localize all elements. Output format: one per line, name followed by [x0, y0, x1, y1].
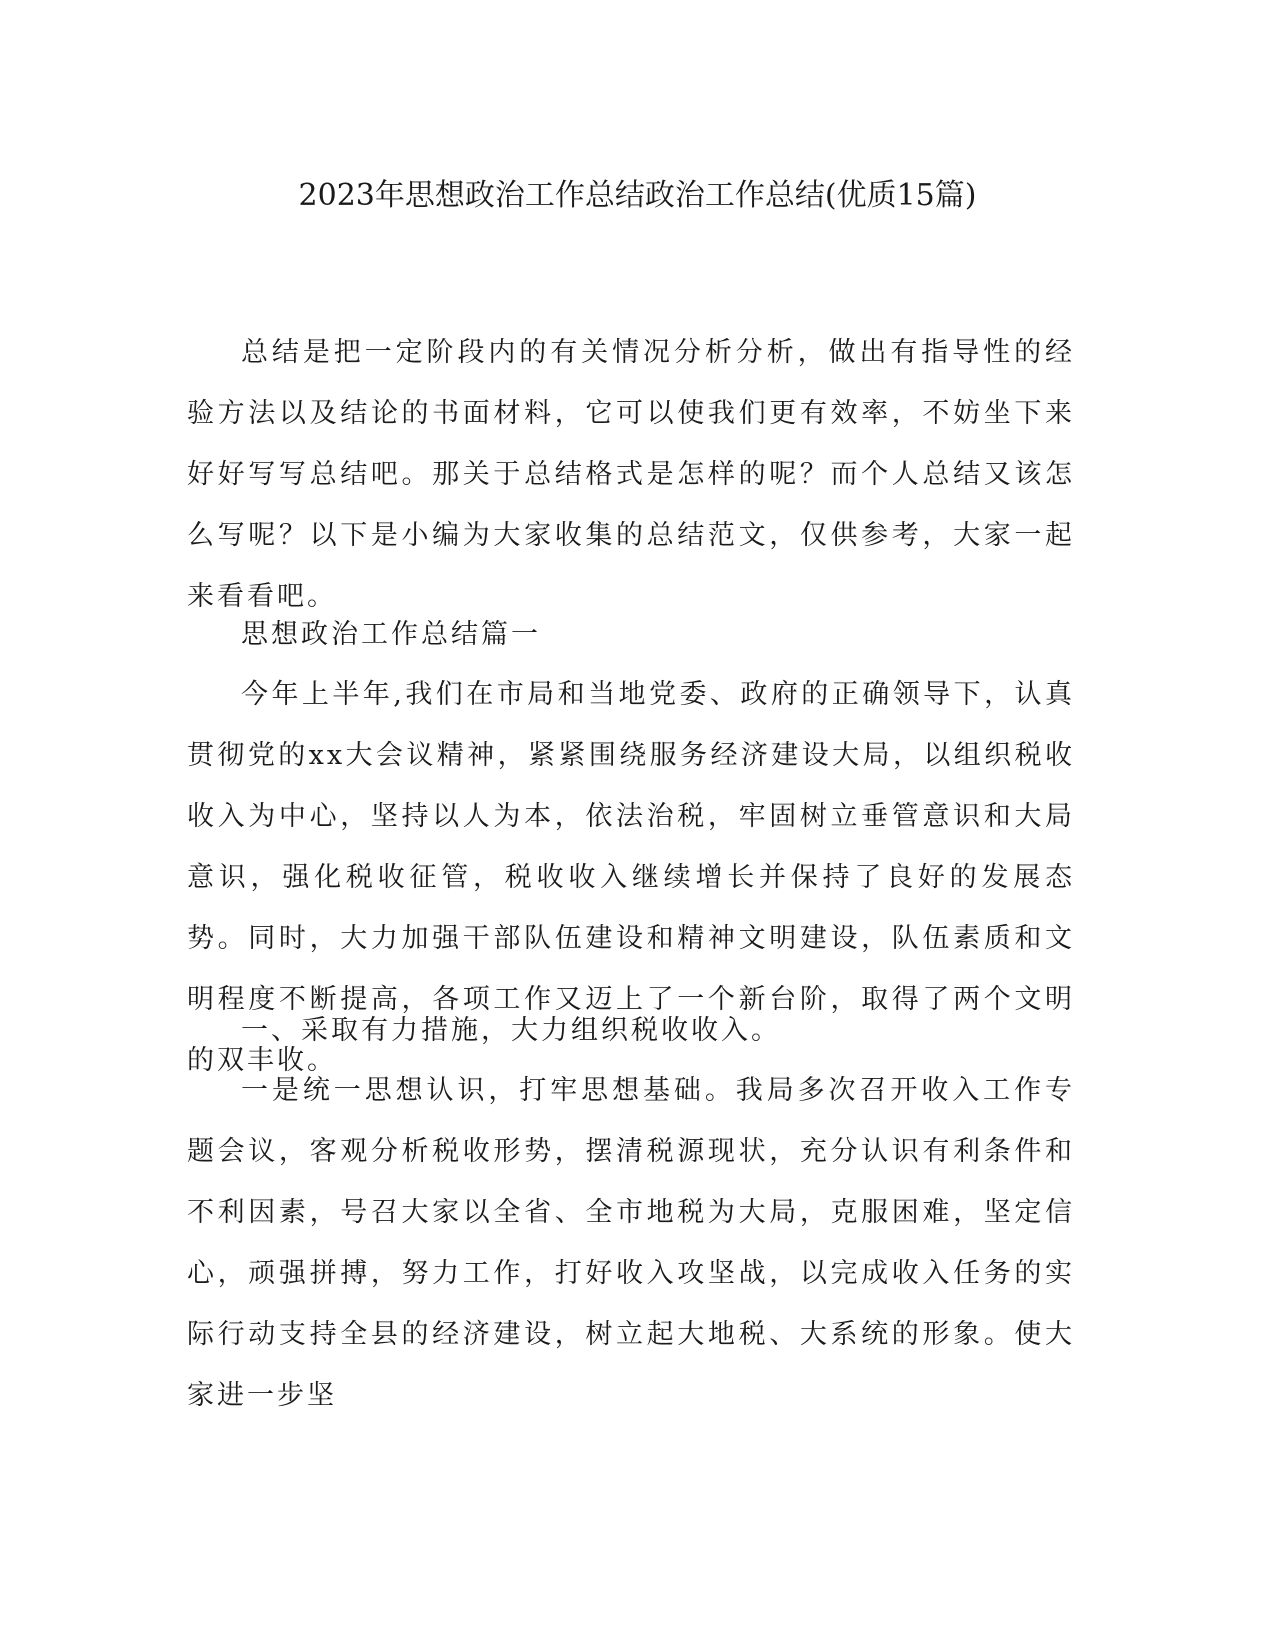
body-paragraph: 一是统一思想认识，打牢思想基础。我局多次召开收入工作专题会议，客观分析税收形势，摆清税源现状，充分认识有利条件和不利因素，号召大家以全省、全市地税为大局，克服困难，坚定信心，顽强拼搏，努力工作，打好收入攻坚战，以完成收入任务的实际行动支持全县的经济建设，树立起大地税、大系统的形象。使大家进一步坚 — [187, 1075, 1075, 1411]
intro-paragraph: 总结是把一定阶段内的有关情况分析分析，做出有指导性的经验方法以及结论的书面材料，它可以使我们更有效率，不妨坐下来好好写写总结吧。那关于总结格式是怎样的呢？而个人总结又该怎么写呢？以下是小编为大家收集的总结范文，仅供参考，大家一起来看看吧。 — [187, 337, 1075, 612]
section-title: 思想政治工作总结篇一 — [241, 619, 541, 650]
subheading: 一、采取有力措施，大力组织税收收入。 — [241, 1015, 781, 1046]
document-title: 2023年思想政治工作总结政治工作总结(优质15篇) — [298, 178, 977, 213]
body-paragraph: 今年上半年,我们在市局和当地党委、政府的正确领导下，认真贯彻党的xx大会议精神，紧紧围绕服务经济建设大局，以组织税收收入为中心，坚持以人为本，依法治税，牢固树立垂管意识和大局意识，强化税收征管，税收收入继续增长并保持了良好的发展态势。同时，大力加强干部队伍建设和精神文明建设，队伍素质和文明程度不断提高，各项工作又迈上了一个新台阶，取得了两个文明的双丰收。 — [187, 679, 1075, 1076]
